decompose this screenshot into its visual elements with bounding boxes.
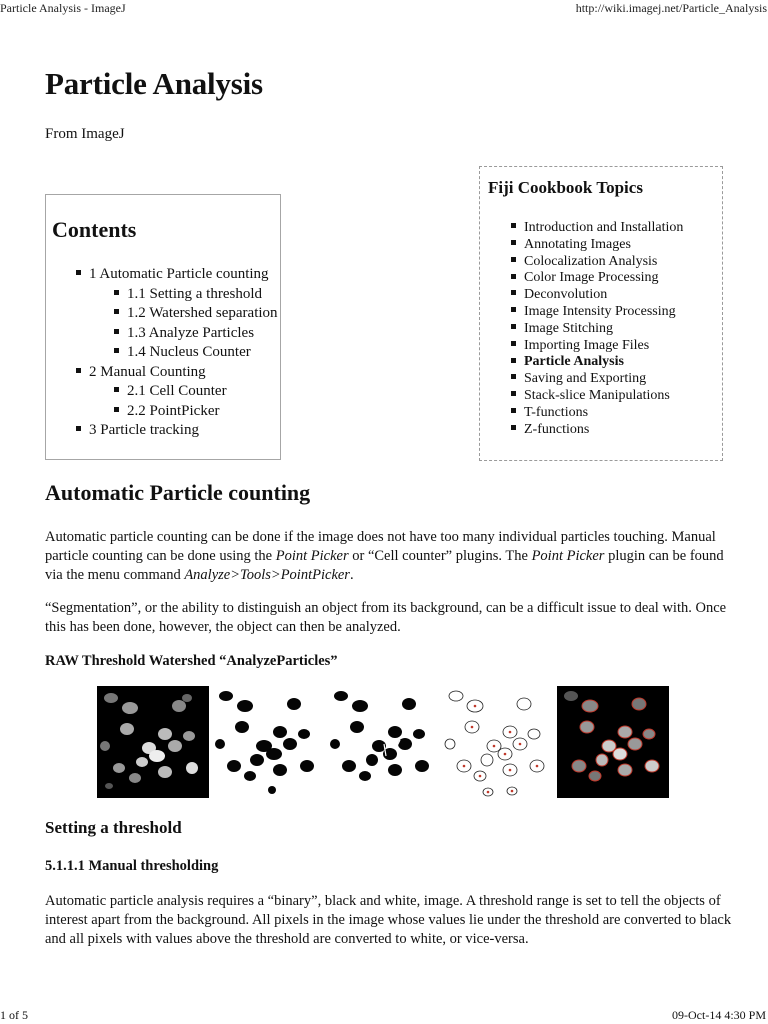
- cookbook-item[interactable]: [511, 371, 646, 387]
- bullet-icon: [76, 368, 81, 373]
- toc-item-label: 1.4 Nucleus Counter: [127, 344, 251, 360]
- toc-item[interactable]: [114, 344, 251, 361]
- bullet-icon: [114, 309, 119, 314]
- bullet-icon: [511, 408, 516, 413]
- setting-threshold-heading: Setting a threshold: [45, 818, 182, 837]
- browser-page-title: Particle Analysis - ImageJ: [0, 1, 126, 15]
- cookbook-title: Fiji Cookbook Topics: [488, 178, 643, 197]
- toc-item-label: 2 Manual Counting: [89, 363, 206, 380]
- cookbook-item-label: Stack-slice Manipulations: [524, 388, 670, 403]
- cookbook-item-label: Annotating Images: [524, 236, 631, 252]
- point-picker-term: Point Picker: [275, 548, 349, 564]
- para1-text-2: or “Cell counter” plugins. The: [348, 548, 532, 564]
- bullet-icon: [76, 270, 81, 275]
- para1-text-4: .: [349, 567, 354, 583]
- bullet-icon: [114, 329, 119, 334]
- bullet-icon: [76, 426, 81, 431]
- bullet-icon: [114, 290, 119, 295]
- bullet-icon: [511, 240, 516, 245]
- analyze-particles-panel: [442, 686, 554, 798]
- cookbook-item[interactable]: [511, 388, 670, 404]
- cookbook-item-label: Z-functions: [524, 421, 590, 437]
- cookbook-item[interactable]: [511, 287, 607, 303]
- bullet-icon: [114, 407, 119, 412]
- para1-text-1: Automatic particle counting can be done if the image does not have too many individual particles touching. Manual particle counting can be done using the: [45, 529, 716, 564]
- bullet-icon: [511, 223, 516, 228]
- cookbook-item[interactable]: [511, 354, 624, 370]
- cookbook-item-label: Image Intensity Processing: [524, 304, 676, 319]
- bullet-icon: [511, 374, 516, 379]
- toc-item-label: 1.3 Analyze Particles: [127, 324, 255, 341]
- toc-item-label: 2.2 PointPicker: [127, 402, 220, 419]
- bullet-icon: [511, 341, 516, 346]
- cookbook-item-label: Color Image Processing: [524, 270, 659, 286]
- manual-thresholding-heading: 5.1.1.1 Manual thresholding: [45, 858, 219, 874]
- toc-title: Contents: [52, 217, 137, 242]
- cookbook-item[interactable]: [511, 220, 683, 236]
- toc-item[interactable]: [114, 403, 220, 420]
- cookbook-item[interactable]: [511, 405, 588, 421]
- intro-paragraph: [45, 528, 735, 585]
- bullet-icon: [511, 290, 516, 295]
- page-title: Particle Analysis: [45, 66, 263, 101]
- toc-item[interactable]: [114, 305, 278, 322]
- overlay-panel: [557, 686, 669, 798]
- toc-item[interactable]: [114, 286, 262, 303]
- cookbook-item[interactable]: [511, 321, 613, 337]
- cookbook-item-label: Introduction and Installation: [524, 220, 684, 235]
- cookbook-item[interactable]: [511, 237, 631, 253]
- bullet-icon: [114, 348, 119, 353]
- cookbook-topics-box: [479, 166, 723, 461]
- cookbook-item-label: Colocalization Analysis: [524, 253, 658, 269]
- cookbook-item[interactable]: [511, 338, 649, 354]
- toc-item-label: 1 Automatic Particle counting: [89, 266, 269, 282]
- toc-item-label: 1.1 Setting a threshold: [127, 285, 262, 302]
- images-caption: RAW Threshold Watershed “AnalyzeParticles”: [45, 653, 338, 669]
- raw-panel: [97, 686, 209, 798]
- cookbook-item-label: Deconvolution: [524, 287, 608, 303]
- particle-analysis-figure: [97, 686, 670, 798]
- section-heading: Automatic Particle counting: [45, 480, 311, 505]
- bullet-icon: [511, 391, 516, 396]
- para1-text-3: plugin can be found via the menu command: [45, 548, 724, 583]
- bullet-icon: [511, 274, 516, 279]
- table-of-contents: [45, 194, 281, 460]
- toc-item[interactable]: [76, 364, 206, 381]
- bullet-icon: [511, 257, 516, 262]
- cookbook-item-label: Image Stitching: [524, 320, 614, 336]
- cookbook-item[interactable]: [511, 304, 676, 320]
- cookbook-item[interactable]: [511, 254, 657, 270]
- bullet-icon: [511, 425, 516, 430]
- toc-item-label: 2.1 Cell Counter: [127, 383, 227, 399]
- watershed-panel: [327, 686, 439, 798]
- menu-command-path: Analyze>Tools>PointPicker: [184, 567, 350, 583]
- toc-item[interactable]: [76, 422, 199, 439]
- toc-item-label: 1.2 Watershed separation: [127, 305, 278, 321]
- page-count: 1 of 5: [0, 1008, 28, 1022]
- threshold-panel: [212, 686, 324, 798]
- toc-item[interactable]: [114, 383, 227, 400]
- from-line: From ImageJ: [45, 126, 125, 142]
- print-timestamp: 09-Oct-14 4:30 PM: [672, 1008, 766, 1022]
- segmentation-paragraph: “Segmentation”, or the ability to distinguish an object from its background, can be a difficult issue to deal with. Once this has been done, however, the object can then be analyzed.: [45, 600, 727, 635]
- cookbook-item-label: Saving and Exporting: [524, 371, 647, 387]
- threshold-paragraph: Automatic particle analysis requires a “binary”, black and white, image. A threshold range is set to tell the objects of interest apart from the background. All pixels in the image whose values lie under the threshold are converted to black and all pixels with values above the threshold are converted to white, or vice-versa.: [45, 893, 732, 947]
- cookbook-item[interactable]: [511, 270, 659, 286]
- cookbook-item-label: T-functions: [524, 404, 589, 420]
- bullet-icon: [114, 387, 119, 392]
- cookbook-item[interactable]: [511, 422, 589, 438]
- point-picker-term-2: Point Picker: [531, 548, 605, 564]
- toc-item[interactable]: [76, 266, 269, 283]
- bullet-icon: [511, 324, 516, 329]
- bullet-icon: [511, 307, 516, 312]
- browser-url[interactable]: http://wiki.imagej.net/Particle_Analysis: [575, 1, 767, 15]
- toc-item[interactable]: [114, 325, 254, 342]
- cookbook-item-label: Importing Image Files: [524, 337, 650, 353]
- toc-item-label: 3 Particle tracking: [89, 422, 199, 438]
- cookbook-item-label: Particle Analysis: [524, 354, 624, 370]
- bullet-icon: [511, 358, 516, 363]
